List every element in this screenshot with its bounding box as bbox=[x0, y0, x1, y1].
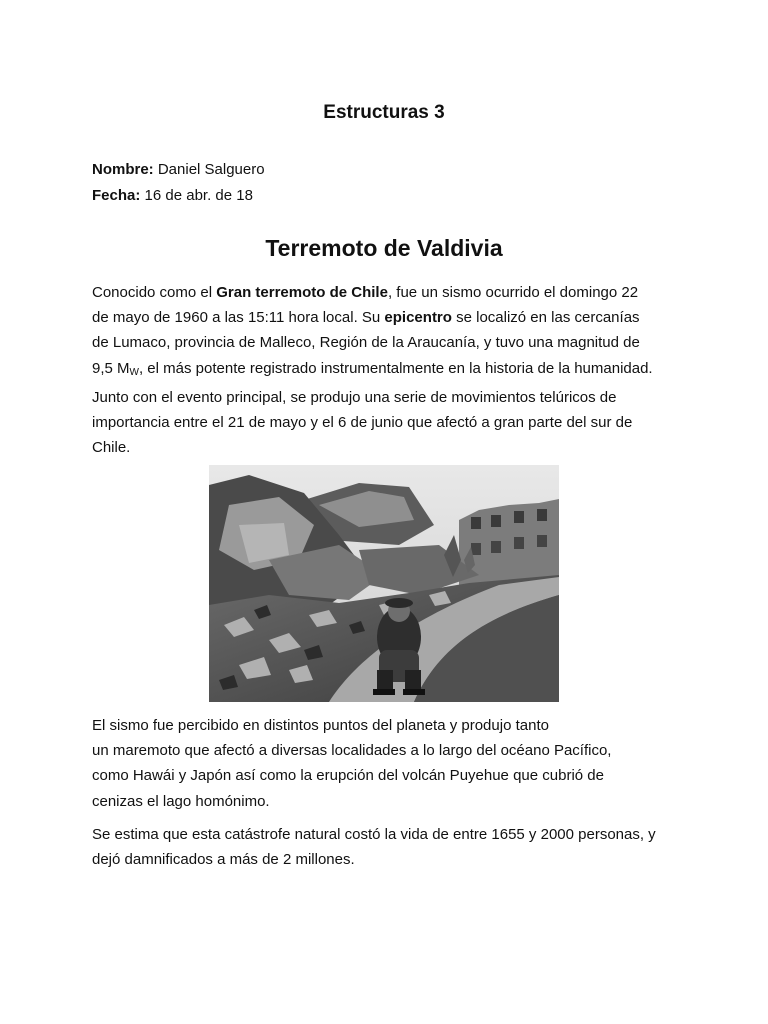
paragraph-line: dejó damnificados a más de 2 millones. bbox=[92, 851, 355, 869]
date-value: 16 de abr. de 18 bbox=[144, 187, 253, 204]
bold-term: Gran terremoto de Chile bbox=[216, 284, 388, 301]
paragraph-line: 9,5 $M_W$, el más potente registrado instrumentalmente en la historia de la humanidad. bbox=[92, 359, 653, 378]
name-label: Nombre: bbox=[92, 161, 154, 178]
paragraph-intro bbox=[92, 280, 692, 460]
paragraph-line: El sismo fue percibido en distintos puntos del planeta y produjo tanto bbox=[92, 717, 549, 734]
paragraph-line: importancia entre el 21 de mayo y el 6 de junio que afectó a gran parte del sur de bbox=[92, 414, 633, 432]
paragraph-effects bbox=[92, 713, 692, 814]
bold-term: epicentro bbox=[384, 309, 452, 327]
author-line bbox=[92, 160, 265, 180]
magnitude-subscript: W bbox=[129, 366, 139, 378]
date-label: Fecha: bbox=[92, 187, 141, 204]
paragraph-casualties bbox=[92, 822, 692, 872]
paragraph-line: de mayo de 1960 a las 15:11 hora local. Su epicentro se localizó en las cercanías bbox=[92, 309, 640, 327]
document-heading: Estructuras 3 bbox=[323, 102, 445, 123]
paragraph-line: Se estima que esta catástrofe natural costó la vida de entre 1655 y 2000 personas, y bbox=[92, 826, 656, 843]
earthquake-ruins-photo bbox=[209, 465, 559, 702]
paragraph-line: Junto con el evento principal, se produjo una serie de movimientos telúricos de bbox=[92, 388, 617, 406]
paragraph-line: Conocido como el Gran terremoto de Chile, fue un sismo ocurrido el domingo 22 bbox=[92, 284, 639, 301]
paragraph-line: Chile. bbox=[92, 439, 131, 457]
date-line bbox=[92, 186, 253, 206]
paragraph-line: como Hawái y Japón así como la erupción del volcán Puyehue que cubrió de bbox=[92, 767, 604, 785]
paragraph-line: un maremoto que afectó a diversas localidades a lo largo del océano Pacífico, bbox=[92, 742, 612, 760]
paragraph-line: de Lumaco, provincia de Malleco, Región de la Araucanía, y tuvo una magnitud de bbox=[92, 334, 640, 352]
paragraph-line: cenizas el lago homónimo. bbox=[92, 792, 270, 810]
article-title: Terremoto de Valdivia bbox=[265, 235, 503, 261]
name-value: Daniel Salguero bbox=[157, 161, 265, 178]
